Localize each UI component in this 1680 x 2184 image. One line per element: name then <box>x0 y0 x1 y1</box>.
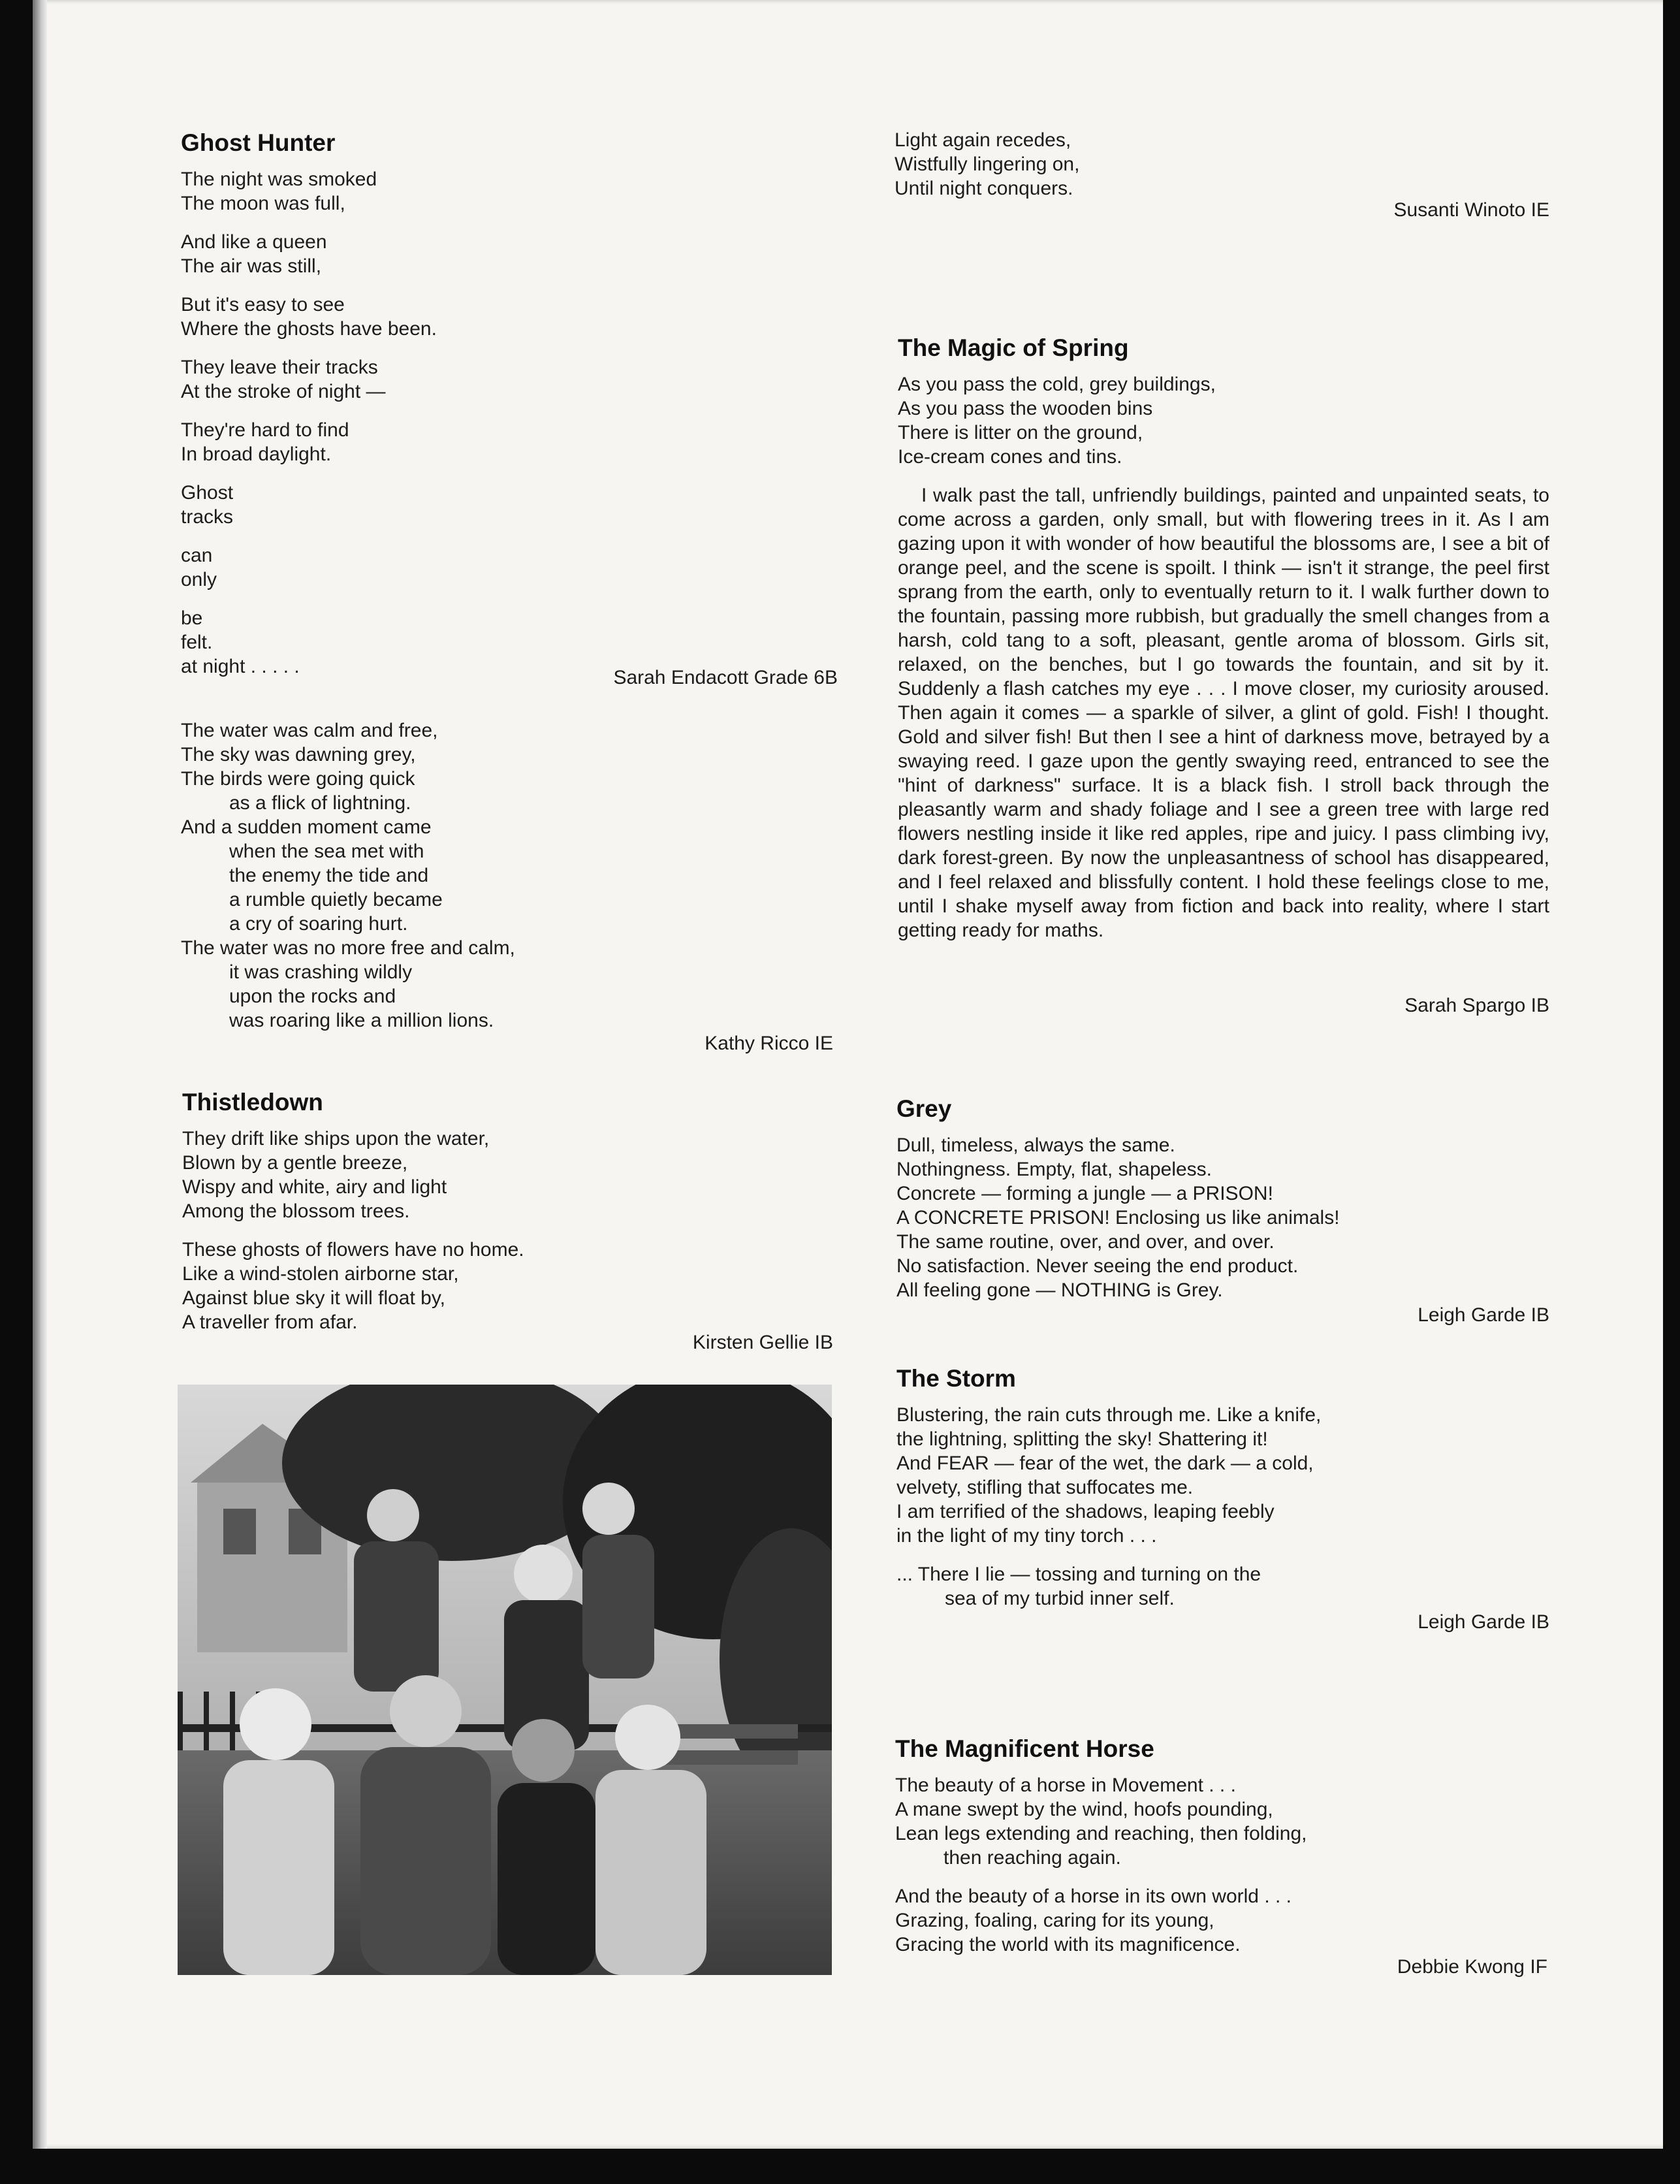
poem-line: Ghost <box>181 482 234 504</box>
author-credit: Kirsten Gellie IB <box>692 1332 833 1353</box>
poem-title: Thistledown <box>182 1089 323 1116</box>
author-credit: Debbie Kwong IF <box>1397 1956 1547 1978</box>
poem-line: There is litter on the ground, <box>898 422 1143 443</box>
poem-line: a cry of soaring hurt. <box>229 913 408 935</box>
poem-line: At the stroke of night — <box>181 381 386 402</box>
stanza <box>896 1403 1484 1548</box>
poem-title: Ghost Hunter <box>181 129 336 156</box>
stanza <box>181 167 573 216</box>
poem-line: They're hard to find <box>181 419 349 441</box>
poem-line: As you pass the cold, grey buildings, <box>898 374 1216 395</box>
poem-line: then reaching again. <box>943 1847 1121 1869</box>
poem-title: The Magic of Spring <box>898 334 1129 361</box>
author-credit: Kathy Ricco IE <box>705 1033 833 1054</box>
poem-line: Against blue sky it will float by, <box>182 1287 445 1309</box>
poem-line: A traveller from afar. <box>182 1311 358 1333</box>
stanza <box>182 1127 639 1223</box>
poem-the-storm <box>896 1364 1484 1625</box>
author-credit: Sarah Endacott Grade 6B <box>613 667 838 688</box>
poem-line: Among the blossom trees. <box>182 1200 410 1222</box>
poem-line: Where the ghosts have been. <box>181 318 437 340</box>
poem-line: a rumble quietly became <box>229 889 443 910</box>
poem-line: And a sudden moment came <box>181 816 432 838</box>
stanza <box>181 543 573 592</box>
stanza <box>181 481 573 529</box>
poem-line: velvety, stifling that suffocates me. <box>896 1477 1194 1498</box>
poem-line: Wispy and white, airy and light <box>182 1176 447 1198</box>
group-photo <box>178 1385 832 1975</box>
poem-line: They leave their tracks <box>181 357 378 378</box>
poem-line: All feeling gone — NOTHING is Grey. <box>896 1279 1223 1301</box>
poem-line: Concrete — forming a jungle — a PRISON! <box>896 1183 1273 1204</box>
poem-line: The air was still, <box>181 255 322 277</box>
poem-line: the enemy the tide and <box>229 865 429 886</box>
poem-thistledown <box>182 1087 639 1349</box>
poem-line: These ghosts of flowers have no home. <box>182 1239 524 1261</box>
poem-line: at night . . . . . <box>181 656 300 677</box>
poem-line: The beauty of a horse in Movement . . . <box>895 1774 1236 1796</box>
stanza <box>898 372 1549 469</box>
poem-line: the lightning, splitting the sky! Shattering it! <box>896 1428 1268 1450</box>
poem-light-again-recedes <box>895 128 1352 201</box>
poem-line: A CONCRETE PRISON! Enclosing us like animals! <box>896 1207 1340 1228</box>
poem-line: as a flick of lightning. <box>229 792 411 814</box>
poem-line: But it's easy to see <box>181 294 345 315</box>
poem-line: felt. <box>181 632 213 653</box>
poem-line: was roaring like a million lions. <box>229 1010 494 1031</box>
poem-line: Until night conquers. <box>895 178 1073 199</box>
poem-line: upon the rocks and <box>229 986 396 1007</box>
poem-line: be <box>181 607 203 629</box>
poem-line: Nothingness. Empty, flat, shapeless. <box>896 1159 1212 1180</box>
poem-line: Like a wind-stolen airborne star, <box>182 1263 459 1285</box>
poem-line: Grazing, foaling, caring for its young, <box>895 1910 1214 1931</box>
page-binding-shadow <box>33 0 47 2149</box>
poem-line: The water was no more free and calm, <box>181 937 515 959</box>
poem-line: They drift like ships upon the water, <box>182 1128 490 1149</box>
poem-grey <box>896 1094 1484 1302</box>
poem-line: A mane swept by the wind, hoofs pounding, <box>895 1799 1273 1820</box>
poem-line: And FEAR — fear of the wet, the dark — a cold, <box>896 1453 1314 1474</box>
author-credit: Leigh Garde IB <box>1418 1611 1549 1633</box>
poem-line: Gracing the world with its magnificence. <box>895 1934 1241 1955</box>
author-credit: Sarah Spargo IB <box>1404 995 1549 1016</box>
poem-line: Ice-cream cones and tins. <box>898 446 1122 468</box>
poem-line: ... There I lie — tossing and turning on the <box>896 1564 1261 1585</box>
stanza <box>181 418 573 466</box>
author-credit: Leigh Garde IB <box>1418 1304 1549 1326</box>
poem-line: only <box>181 569 217 590</box>
poem-line: tracks <box>181 506 234 528</box>
poem-the-magic-of-spring <box>898 333 1549 942</box>
stanza <box>895 1773 1483 1870</box>
stanza <box>181 355 573 404</box>
poem-line: The sky was dawning grey, <box>181 744 416 765</box>
poem-line: The moon was full, <box>181 193 345 214</box>
poem-line: it was crashing wildly <box>229 961 413 983</box>
poem-line: when the sea met with <box>229 841 424 862</box>
poem-line: The same routine, over, and over, and over. <box>896 1231 1275 1253</box>
poem-line: Wistfully lingering on, <box>895 153 1080 175</box>
poem-line: As you pass the wooden bins <box>898 398 1153 419</box>
poem-line: Dull, timeless, always the same. <box>896 1134 1175 1156</box>
poem-the-water <box>181 718 638 1033</box>
poem-line: in the light of my tiny torch . . . <box>896 1525 1157 1547</box>
poem-line: The water was calm and free, <box>181 720 438 741</box>
author-credit: Susanti Winoto IE <box>1393 199 1549 221</box>
poem-line: can <box>181 545 213 566</box>
poem-line: And like a queen <box>181 231 327 253</box>
poem-line: I am terrified of the shadows, leaping feebly <box>896 1501 1275 1522</box>
poem-line: The birds were going quick <box>181 768 415 790</box>
poem-line: In broad daylight. <box>181 443 332 465</box>
poem-title: The Magnificent Horse <box>895 1735 1154 1762</box>
poem-line: No satisfaction. Never seeing the end product. <box>896 1255 1299 1277</box>
prose-paragraph: I walk past the tall, unfriendly buildings, painted and unpainted seats, to come across a garden, only small, but with flowering trees in it. As I am gazing upon it with wonder of how beautiful the blossoms are, I see a bit of orange peel, and the scene is spoilt. I think — isn't it strange, the peel first sprang from the earth, only to eventually return to it. I walk further down to the fountain, passing more rubbish, but gradually the smell changes from a harsh, cold tang to a soft, pleasant, gentle aroma of blossom. Girls sit, relaxed, on the benches, but I go towards the fountain, and sit by it. Suddenly a flash catches my eye . . . I move closer, my curiosity aroused. Then again it comes — a sparkle of silver, a glint of gold. Fish! I thought. Gold and silver fish! But then I see a hint of darkness move, betrayed by a swaying reed. I gaze upon the gently swaying reed, entranced to see the "hint of darkness" surface. It is a black fish. I stroll back through the pleasantly warm and shady foliage and I see a green tree with large red flowers nestling inside it like red apples, ripe and juicy. I pass climbing ivy, dark forest-green. By now the unpleasantness of school has disappeared, and I feel relaxed and blissfully content. I hold these feelings close to me, until I shake myself away from fiction and back into reality, where I start getting ready for maths. <box>898 485 1549 941</box>
stanza <box>895 1884 1483 1957</box>
stanza <box>181 293 573 341</box>
stanza <box>896 1562 1484 1611</box>
poem-line: The night was smoked <box>181 169 377 190</box>
poem-title: Grey <box>896 1095 952 1122</box>
poem-line: sea of my turbid inner self. <box>945 1588 1175 1609</box>
poem-ghost-hunter <box>181 128 573 693</box>
stanza <box>182 1238 639 1334</box>
poem-line: Blown by a gentle breeze, <box>182 1152 408 1174</box>
poem-line: And the beauty of a horse in its own world . . . <box>895 1886 1292 1907</box>
stanza <box>181 230 573 278</box>
stanza <box>181 606 573 679</box>
poem-line: Lean legs extending and reaching, then folding, <box>895 1823 1307 1844</box>
poem-line: Light again recedes, <box>895 129 1071 151</box>
poem-line: Blustering, the rain cuts through me. Like a knife, <box>896 1404 1322 1426</box>
poem-the-magnificent-horse <box>895 1734 1483 1971</box>
poem-title: The Storm <box>896 1365 1016 1392</box>
